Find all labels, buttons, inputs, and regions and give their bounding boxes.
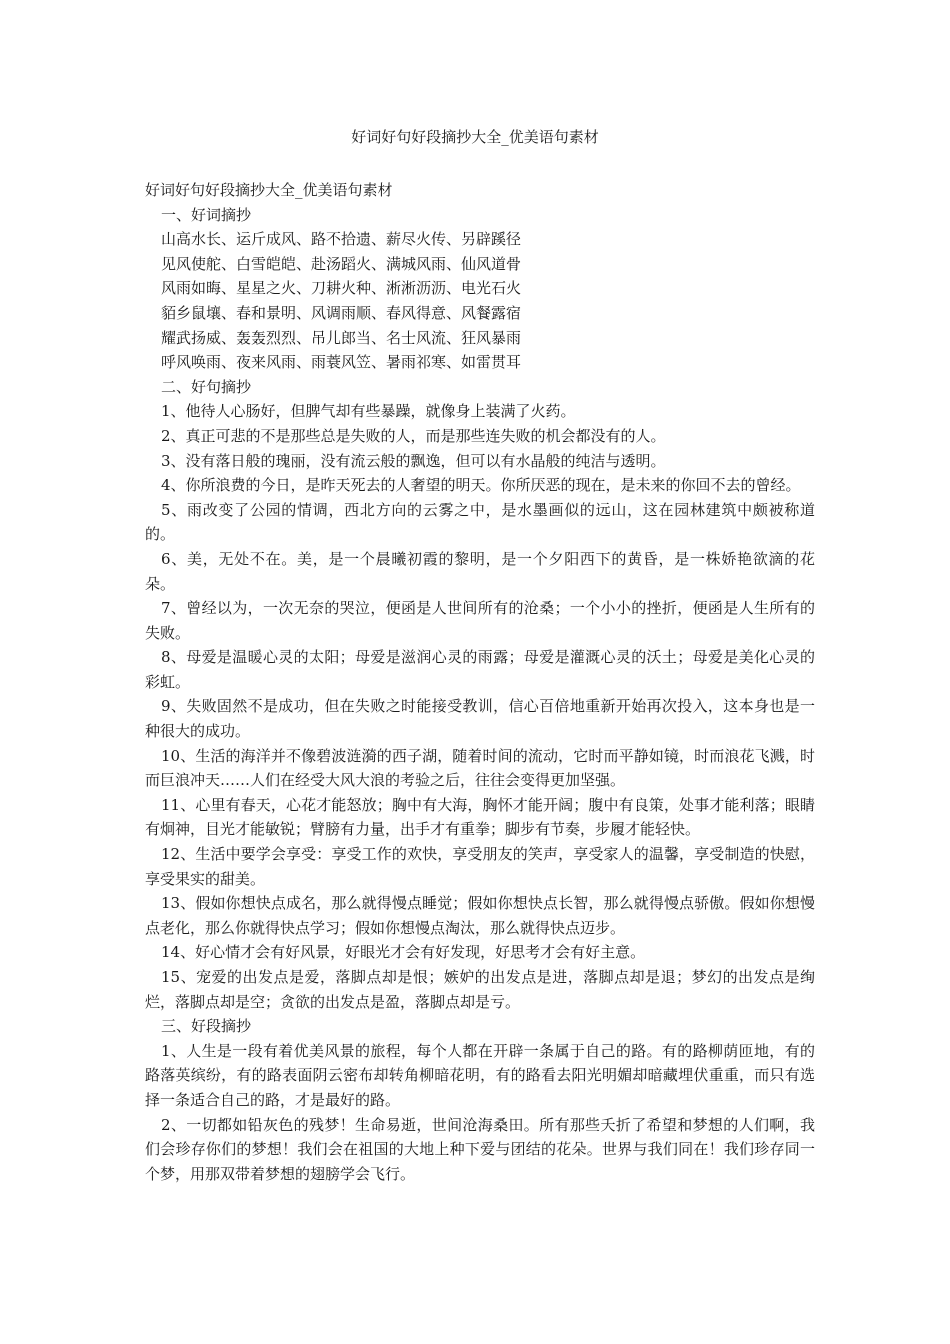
section-title-paragraphs: 三、好段摘抄 [161,1017,252,1036]
paragraph-item: 2、一切都如铅灰色的残梦！生命易逝，世间沧海桑田。所有那些夭折了希望和梦想的人们啊，我们会珍存你们的梦想！我们会在祖国的大地上种下爱与团结的花朵。世界与我们同在！我们珍存同一个梦，用那双带着梦想的翅膀学会飞行。 [145,1115,815,1183]
sentence-item: 12、生活中要学会享受：享受工作的欢快，享受朋友的笑声，享受家人的温馨，享受制造的快慰，享受果实的甜美。 [145,845,815,888]
word-line: 貊乡鼠壤、春和景明、风调雨顺、春风得意、风餐露宿 [161,303,522,322]
sentence-item: 2、真正可悲的不是那些总是失败的人，而是那些连失败的机会都没有的人。 [161,426,666,445]
paragraph-item: 1、人生是一段有着优美风景的旅程，每个人都在开辟一条属于自己的路。有的路柳荫匝地，有的路落英缤纷，有的路表面阴云密布却转角柳暗花明，有的路看去阳光明媚却暗藏埋伏重重，而只有选择一条适合自己的路，才是最好的路。 [145,1041,815,1109]
sentence-item: 7、曾经以为，一次无奈的哭泣，便函是人世间所有的沧桑；一个小小的挫折，便函是人生所有的失败。 [145,599,815,642]
sentence-item: 6、美，无处不在。美，是一个晨曦初霞的黎明，是一个夕阳西下的黄昏，是一株娇艳欲滴的花朵。 [145,549,815,593]
sentence-item: 4、你所浪费的今日，是昨天死去的人奢望的明天。你所厌恶的现在，是未来的你回不去的曾经。 [161,476,801,495]
word-line: 见风使舵、白雪皑皑、赴汤蹈火、满城风雨、仙风道骨 [161,254,522,273]
page-title: 好词好句好段摘抄大全_优美语句素材 [351,128,599,146]
word-line: 呼风唤雨、夜来风雨、雨蓑风笠、暑雨祁寒、如雷贯耳 [161,353,522,372]
sentence-item: 15、宠爱的出发点是爱，落脚点却是恨；嫉妒的出发点是进，落脚点却是退；梦幻的出发点是绚烂，落脚点却是空；贪欲的出发点是盈，落脚点却是亏。 [145,968,815,1011]
section-title-sentences: 二、好句摘抄 [161,377,252,396]
word-line: 耀武扬威、轰轰烈烈、吊儿郎当、名士风流、狂风暴雨 [161,328,522,347]
sentence-item: 8、母爱是温暖心灵的太阳；母爱是滋润心灵的雨露；母爱是灌溉心灵的沃土；母爱是美化心灵的彩虹。 [145,648,815,691]
sentence-item: 14、好心情才会有好风景，好眼光才会有好发现，好思考才会有好主意。 [161,943,646,962]
sentence-item: 13、假如你想快点成名，那么就得慢点睡觉；假如你想快点长智，那么就得慢点骄傲。假如你想慢点老化，那么你就得快点学习；假如你想慢点淘汰，那么就得快点迈步。 [145,894,815,937]
word-line: 山高水长、运斤成风、路不拾遗、薪尽火传、另辟蹊径 [161,230,522,249]
section-title-words: 一、好词摘抄 [161,205,252,224]
sentence-item: 9、失败固然不是成功，但在失败之时能接受教训，信心百倍地重新开始再次投入，这本身也是一种很大的成功。 [145,697,815,741]
sentence-item: 5、雨改变了公园的情调，西北方向的云雾之中，是水墨画似的远山，这在园林建筑中颇被称道的。 [145,500,815,544]
word-line: 风雨如晦、星星之火、刀耕火种、淅淅沥沥、电光石火 [161,279,522,298]
sentence-item: 1、他待人心肠好，但脾气却有些暴躁，就像身上装满了火药。 [161,402,576,421]
sentence-item: 3、没有落日般的瑰丽，没有流云般的飘逸，但可以有水晶般的纯洁与透明。 [161,451,666,470]
sentence-item: 11、心里有春天，心花才能怒放；胸中有大海，胸怀才能开阔；腹中有良策，处事才能利落；眼睛有炯神，目光才能敏锐；臂膀有力量，出手才有重拳；脚步有节奏，步履才能轻快。 [145,795,815,839]
sentence-item: 10、生活的海洋并不像碧波涟漪的西子湖，随着时间的流动，它时而平静如镜，时而浪花飞溅，时而巨浪冲天……人们在经受大风大浪的考验之后，往往会变得更加坚强。 [145,746,815,790]
document-heading: 好词好句好段摘抄大全_优美语句素材 [145,181,393,199]
document-body [145,178,815,1186]
